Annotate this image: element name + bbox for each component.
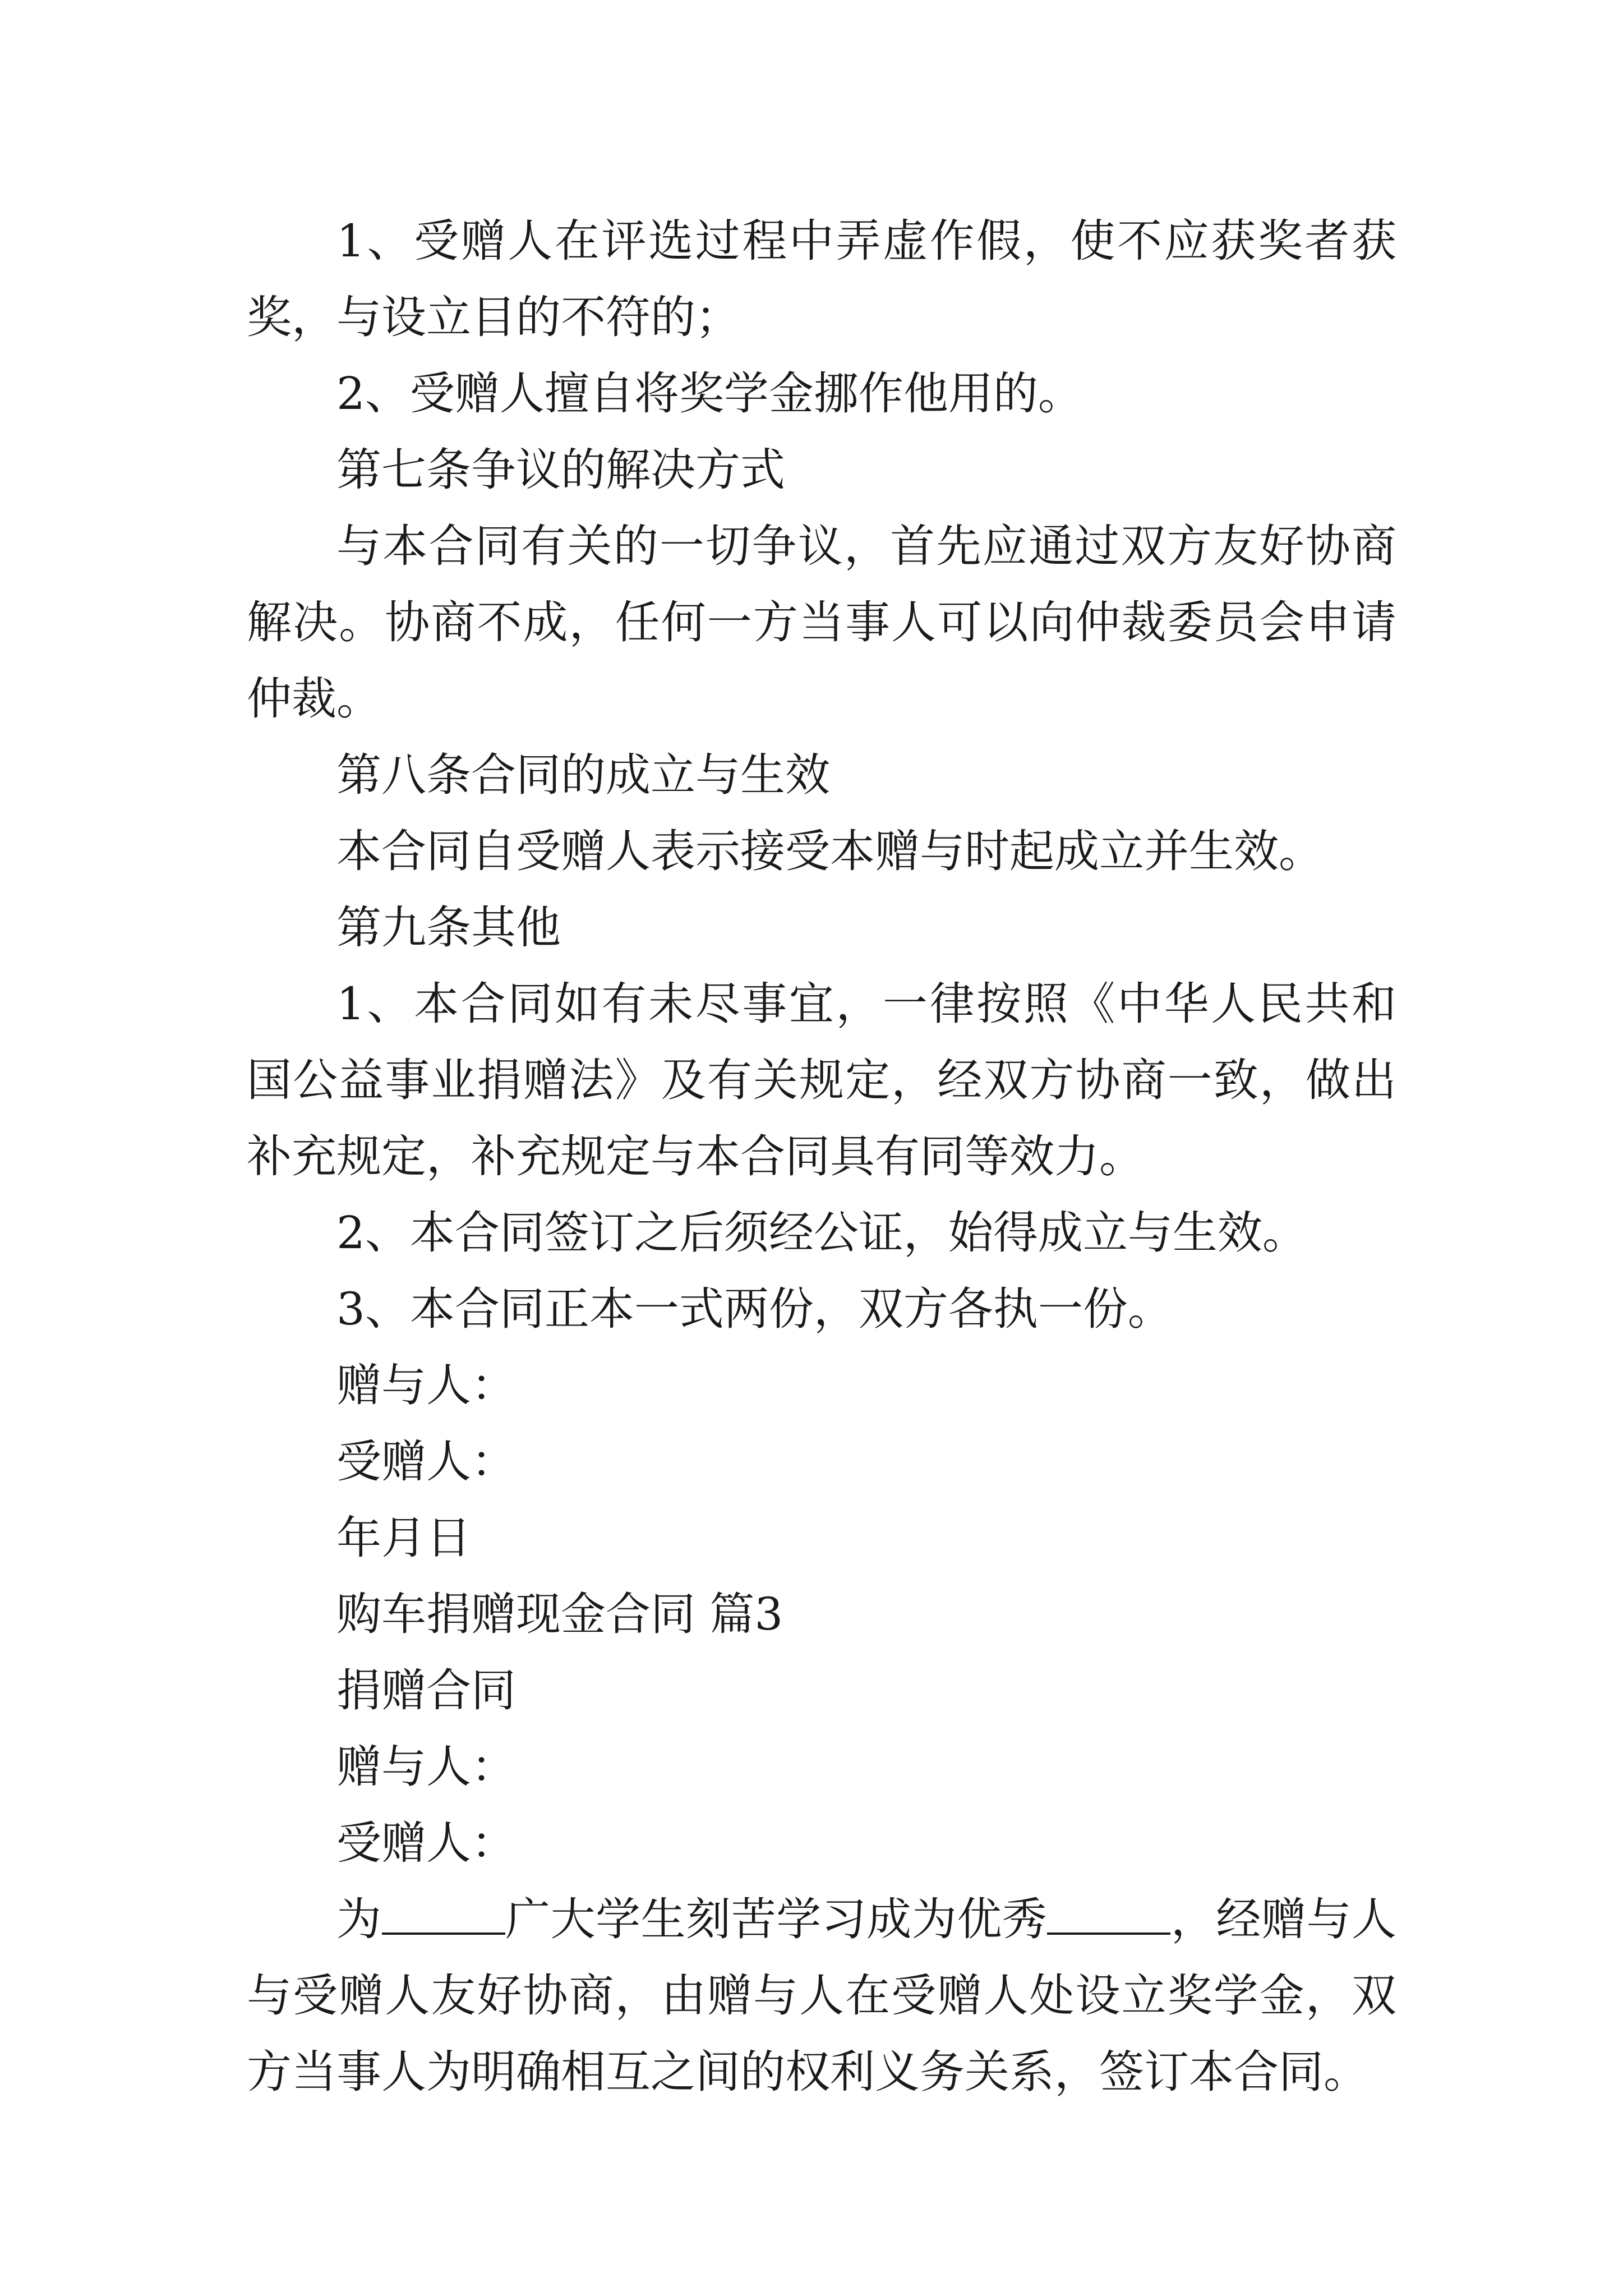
preamble-paragraph xyxy=(247,1881,1396,2110)
article-7-heading: 第七条争议的解决方式 xyxy=(336,444,785,496)
clause-6-item-2: 2、受赠人擅自将奖学金挪作他用的。 xyxy=(336,367,1083,420)
article-9-item-3: 3、本合同正本一式两份，双方各执一份。 xyxy=(336,1283,1173,1335)
donor-signature-label: 赠与人： xyxy=(336,1359,516,1411)
recipient-label: 受赠人： xyxy=(336,1817,516,1869)
document-body xyxy=(247,203,1396,2110)
article-9-item-2: 2、本合同签订之后须经公证，始得成立与生效。 xyxy=(336,1207,1307,1259)
article-9-item-1: 1、本合同如有未尽事宜，一律按照《中华人民共和国公益事业捐赠法》及有关规定，经双方协商一致，做出补充规定，补充规定与本合同具有同等效力。 xyxy=(247,978,1396,1182)
article-8-heading: 第八条合同的成立与生效 xyxy=(336,749,830,801)
blank-line-2 xyxy=(1047,1888,1170,1935)
donor-label: 赠与人： xyxy=(336,1741,516,1793)
clause-6-item-1: 1、受赠人在评选过程中弄虚作假，使不应获奖者获奖，与设立目的不符的； xyxy=(247,215,1396,343)
preamble-part-1: 为 xyxy=(336,1893,382,1945)
recipient-signature-label: 受赠人： xyxy=(336,1435,516,1488)
contract-title: 捐赠合同 xyxy=(336,1664,516,1717)
article-8-text: 本合同自受赠人表示接受本赠与时起成立并生效。 xyxy=(336,825,1324,877)
preamble-part-3: ，经赠与人与受赠人友好协商，由赠与人在受赠人处设立奖学金，双方当事人为明确相互之间的权利义务关系，签订本合同。 xyxy=(247,1893,1397,2098)
preamble-part-2: 广大学生刻苦学习成为优秀 xyxy=(505,1893,1048,1945)
blank-line-1 xyxy=(382,1888,505,1935)
section-title: 购车捐赠现金合同 篇3 xyxy=(336,1588,783,1640)
article-7-text: 与本合同有关的一切争议，首先应通过双方友好协商解决。协商不成，任何一方当事人可以向仲裁委员会申请仲裁。 xyxy=(247,520,1396,725)
article-9-heading: 第九条其他 xyxy=(336,901,561,954)
date-line: 年月日 xyxy=(336,1512,471,1564)
